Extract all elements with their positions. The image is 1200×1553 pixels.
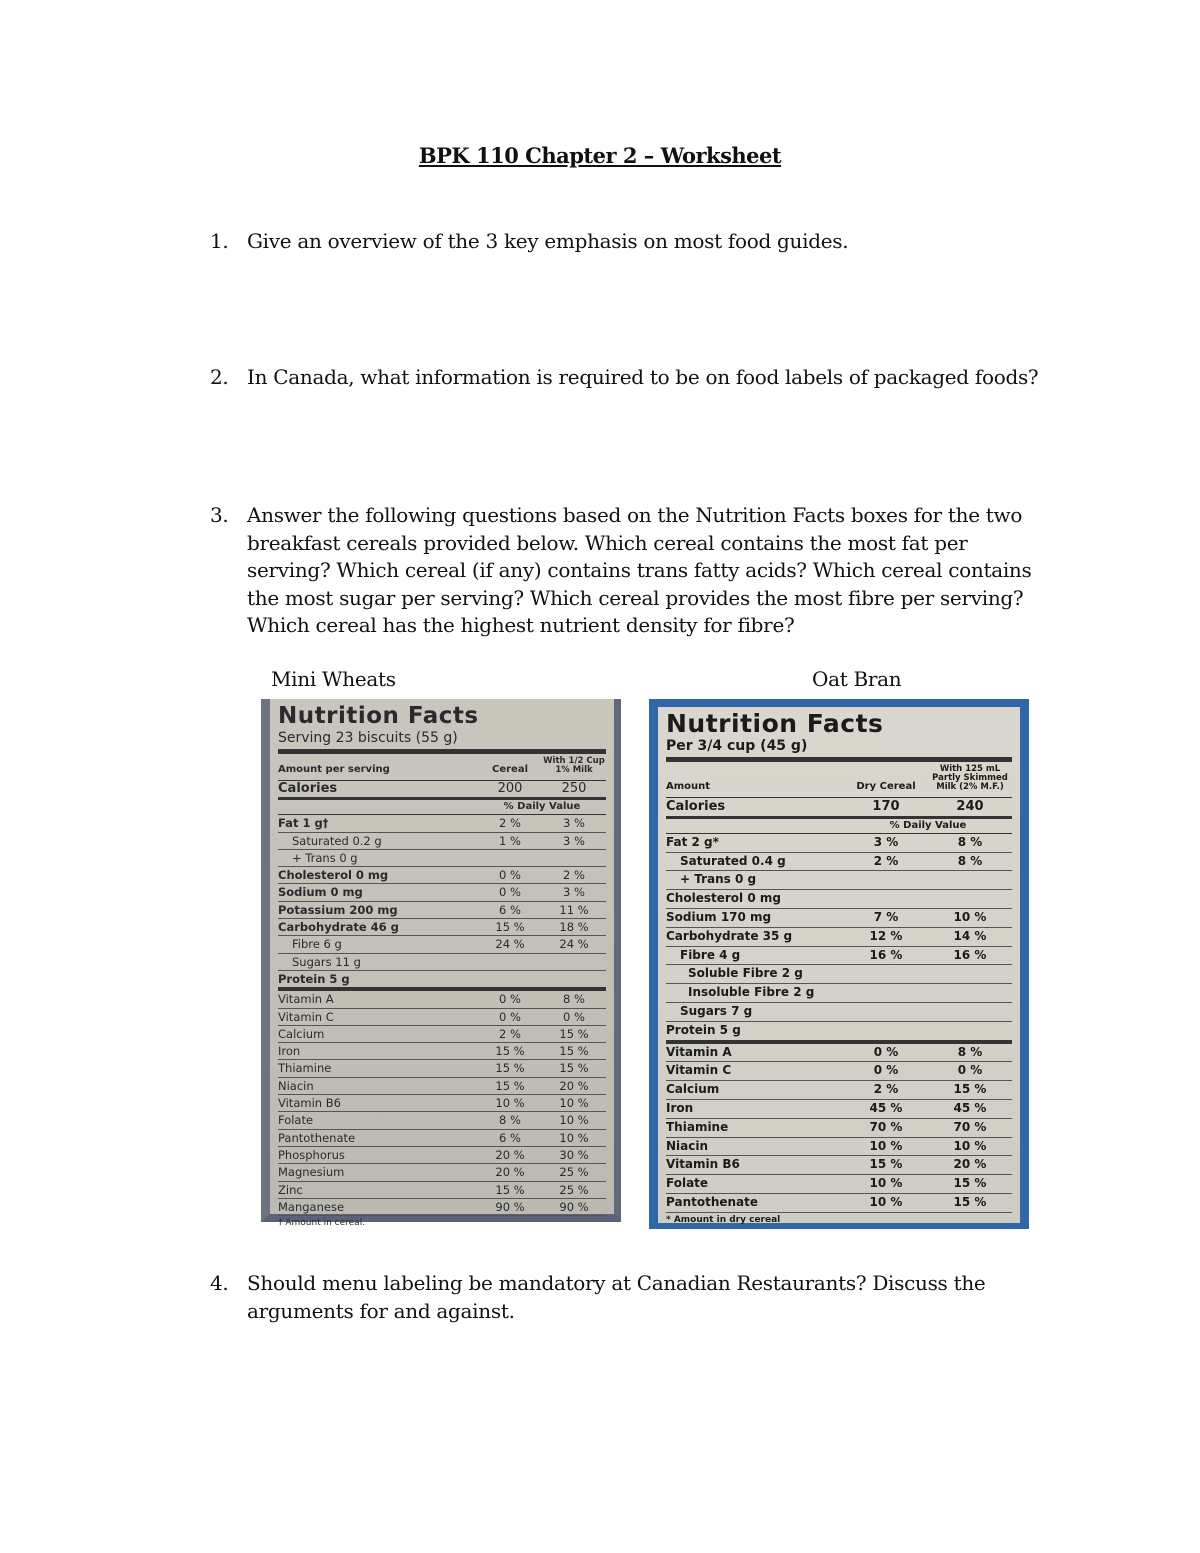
nutrient-row (278, 1112, 606, 1129)
nutrient-row (666, 965, 1012, 984)
question-3 (210, 502, 1040, 640)
question-text: Answer the following questions based on the Nutrition Facts boxes for the two breakfast cereals provided below. Which cereal contains the most fat per serving? Which cereal (if any) contains trans fatty acids? Which cereal contains the most sugar per serving? Which cereal provides the most fibre per serving? Which cereal has the highest nutrient density for fibre? (247, 503, 1032, 637)
nutrient-label: Sodium 0 mg (278, 885, 363, 900)
nutrient-value-col1: 10 % (495, 1096, 525, 1111)
nutrient-row (666, 1081, 1012, 1100)
nutrition-facts-heading: Nutrition Facts (666, 709, 884, 738)
nutrient-label: Pantothenate (278, 1130, 356, 1145)
nutrient-label: Folate (278, 1113, 314, 1128)
nutrient-value-col2 (542, 971, 606, 987)
nutrient-label: Vitamin A (278, 992, 334, 1007)
nutrient-value-col2: 10 % (559, 1130, 589, 1145)
nutrient-row (278, 1199, 606, 1216)
nutrient-value-col2: 3 % (563, 816, 585, 831)
nutrient-value-col2: 3 % (563, 833, 585, 848)
nutrient-label: Niacin (666, 1138, 709, 1153)
page-title: BPK 110 Chapter 2 – Worksheet (418, 143, 782, 168)
nutrient-row (278, 815, 606, 832)
nutrient-value-col1: 0 % (873, 1044, 899, 1059)
nutrient-rows (278, 815, 606, 1216)
nutrient-row (666, 1138, 1012, 1157)
nutrient-rows (666, 834, 1012, 1213)
nutrient-value-col1: 20 % (495, 1147, 525, 1162)
nutrient-row (278, 850, 606, 867)
nutrient-row (278, 1009, 606, 1026)
nutrient-value-col2: 8 % (957, 1044, 983, 1059)
nutrient-value-col2: 18 % (559, 920, 589, 935)
nutrient-value-col2: 25 % (559, 1182, 589, 1197)
nutrient-label: Calcium (278, 1026, 325, 1041)
nutrient-value-col2: 15 % (953, 1082, 987, 1097)
nutrient-value-col1: 2 % (873, 853, 899, 868)
nutrient-value-col1: 2 % (873, 1082, 899, 1097)
nutrient-value-col2: 0 % (563, 1009, 585, 1024)
nutrient-row (278, 902, 606, 919)
nutrient-label: Cholesterol 0 mg (666, 891, 781, 906)
nutrient-value-col2: 11 % (559, 902, 589, 917)
nutrient-value-col1: 45 % (869, 1100, 903, 1115)
nutrient-row (666, 853, 1012, 872)
nutrient-value-col1: 15 % (869, 1157, 903, 1172)
nutrient-label: Zinc (278, 1182, 303, 1197)
amount-header: Amount per serving (278, 764, 390, 775)
serving-size: Serving 23 biscuits (55 g) (278, 729, 606, 754)
question-text: Give an overview of the 3 key emphasis on most food guides. (247, 229, 849, 253)
nutrient-label: Saturated 0.2 g (292, 833, 382, 848)
nutrient-label: Niacin (278, 1078, 314, 1093)
nutrient-value-col2: 90 % (559, 1199, 589, 1214)
calories-row: Calories 170 240 (666, 798, 1012, 819)
nutrient-label: Saturated 0.4 g (680, 853, 786, 868)
nutrient-row (666, 1119, 1012, 1138)
question-number: 1. (210, 229, 229, 253)
nutrient-row (278, 867, 606, 884)
nutrient-value-col2 (928, 984, 1012, 1002)
nutrient-value-col2: 14 % (953, 928, 987, 943)
nutrient-row (666, 947, 1012, 966)
footnote: † Amount in cereal. (278, 1218, 366, 1229)
nutrient-value-col2: 70 % (953, 1119, 987, 1134)
nutrient-value-col2: 10 % (559, 1096, 589, 1111)
nutrient-label: Carbohydrate 35 g (666, 928, 793, 943)
nutrient-label: + Trans 0 g (680, 872, 757, 887)
serving-size: Per 3/4 cup (45 g) (666, 737, 1012, 762)
nutrient-value-col1: 24 % (495, 937, 525, 952)
nutrient-value-col1: 1 % (499, 833, 521, 848)
nutrient-value-col1: 16 % (869, 947, 903, 962)
nutrient-row (278, 954, 606, 971)
nutrient-value-col1: 10 % (869, 1176, 903, 1191)
nutrient-value-col1 (844, 890, 928, 908)
nutrient-value-col2: 30 % (559, 1147, 589, 1162)
nutrient-value-col1 (478, 971, 542, 987)
nutrient-row (278, 1130, 606, 1147)
nutrient-value-col1: 2 % (499, 816, 521, 831)
nutrient-row (666, 1044, 1012, 1063)
nutrition-label-oat-bran (649, 699, 1029, 1229)
nutrient-label: Vitamin C (666, 1063, 732, 1078)
question-number: 3. (210, 503, 229, 527)
nutrient-value-col1: 70 % (869, 1119, 903, 1134)
nutrient-value-col1: 20 % (495, 1165, 525, 1180)
nutrient-value-col1: 3 % (873, 834, 899, 849)
nutrient-value-col2: 20 % (953, 1157, 987, 1172)
nutrient-row (278, 1095, 606, 1112)
nutrient-value-col2 (542, 954, 606, 970)
nutrient-label: Manganese (278, 1199, 345, 1214)
nutrient-label: Magnesium (278, 1165, 345, 1180)
nutrient-label: Sodium 170 mg (666, 909, 772, 924)
nutrient-row (278, 971, 606, 991)
nutrient-value-col1: 7 % (873, 909, 899, 924)
nutrient-row (278, 1147, 606, 1164)
nutrient-label: Vitamin C (278, 1009, 334, 1024)
nutrient-label: Fibre 6 g (292, 937, 342, 952)
nutrient-row (666, 1175, 1012, 1194)
nutrient-value-col1: 8 % (499, 1113, 521, 1128)
nutrient-label: + Trans 0 g (292, 850, 358, 865)
nutrient-value-col2 (928, 965, 1012, 983)
nutrient-value-col1: 6 % (499, 902, 521, 917)
caption-mini-wheats: Mini Wheats (271, 667, 396, 691)
nutrient-label: Pantothenate (666, 1194, 759, 1209)
question-text: Should menu labeling be mandatory at Canadian Restaurants? Discuss the arguments for and against. (247, 1271, 986, 1323)
nutrient-value-col1 (844, 984, 928, 1002)
nutrient-row (278, 833, 606, 850)
nutrient-row (278, 991, 606, 1008)
nutrient-value-col1: 10 % (869, 1138, 903, 1153)
milk-header: With 1/2 Cup 1% Milk (543, 756, 605, 775)
column-header (666, 762, 1012, 798)
milk-header: With 125 mL Partly Skimmed Milk (2% M.F.) (932, 764, 1008, 792)
nutrient-label: Vitamin B6 (278, 1096, 341, 1111)
question-2 (210, 364, 1040, 392)
nutrient-value-col2: 3 % (563, 885, 585, 900)
nutrient-label: Insoluble Fibre 2 g (688, 985, 815, 1000)
nutrient-value-col1 (844, 965, 928, 983)
nutrient-value-col2 (928, 1003, 1012, 1021)
nutrient-row (278, 1060, 606, 1077)
nutrient-row (666, 871, 1012, 890)
nutrient-value-col2: 10 % (953, 1138, 987, 1153)
nutrient-label: Cholesterol 0 mg (278, 868, 389, 883)
footnote: * Amount in dry cereal (666, 1214, 781, 1225)
nutrient-row (278, 1182, 606, 1199)
nutrient-row (278, 1043, 606, 1060)
nutrient-label: Vitamin A (666, 1044, 732, 1059)
nutrient-label: Protein 5 g (278, 971, 350, 986)
nutrient-value-col2 (542, 850, 606, 866)
column-header (278, 754, 606, 781)
caption-oat-bran: Oat Bran (812, 667, 902, 691)
nutrient-value-col1: 6 % (499, 1130, 521, 1145)
nutrient-label: Sugars 7 g (680, 1003, 753, 1018)
nutrient-row (666, 890, 1012, 909)
nutrient-value-col2 (928, 871, 1012, 889)
nutrient-value-col1: 90 % (495, 1199, 525, 1214)
nutrient-value-col2: 15 % (559, 1044, 589, 1059)
nutrient-label: Phosphorus (278, 1147, 345, 1162)
nutrient-row (666, 928, 1012, 947)
nutrient-value-col1 (844, 1003, 928, 1021)
nutrition-facts-heading: Nutrition Facts (278, 703, 479, 729)
nutrient-value-col1 (478, 954, 542, 970)
nutrient-label: Iron (666, 1100, 694, 1115)
calories-row: Calories 200 250 (278, 781, 606, 800)
nutrient-value-col2: 8 % (957, 853, 983, 868)
nutrient-value-col1: 12 % (869, 928, 903, 943)
nutrient-row (278, 1026, 606, 1043)
nutrient-row (278, 884, 606, 901)
nutrient-value-col2: 15 % (953, 1176, 987, 1191)
nutrient-value-col2: 8 % (957, 834, 983, 849)
nutrient-row (666, 1156, 1012, 1175)
nutrient-value-col2 (928, 890, 1012, 908)
nutrient-value-col1 (844, 1022, 928, 1040)
nutrient-value-col1: 0 % (499, 885, 521, 900)
nutrient-value-col2: 15 % (953, 1194, 987, 1209)
nutrient-label: Calcium (666, 1082, 720, 1097)
cereal-header: Cereal (491, 764, 528, 775)
nutrient-value-col2: 0 % (957, 1063, 983, 1078)
nutrient-value-col1: 0 % (499, 992, 521, 1007)
nutrient-row (666, 1100, 1012, 1119)
nutrient-row (666, 984, 1012, 1003)
nutrient-row (666, 1062, 1012, 1081)
nutrient-row (666, 909, 1012, 928)
nutrient-label: Protein 5 g (666, 1022, 741, 1037)
nutrient-value-col1 (844, 871, 928, 889)
nutrient-row (278, 919, 606, 936)
nutrient-value-col1: 0 % (499, 1009, 521, 1024)
question-4 (210, 1270, 1040, 1325)
nutrient-row (278, 1078, 606, 1095)
nutrient-row (666, 1003, 1012, 1022)
nutrient-value-col1 (478, 850, 542, 866)
nutrient-value-col1: 10 % (869, 1194, 903, 1209)
nutrient-label: Soluble Fibre 2 g (688, 966, 803, 981)
nutrient-value-col2: 25 % (559, 1165, 589, 1180)
nutrient-value-col1: 15 % (495, 1044, 525, 1059)
nutrient-row (666, 834, 1012, 853)
question-text: In Canada, what information is required to be on food labels of packaged foods? (247, 365, 1039, 389)
nutrient-row (278, 1164, 606, 1181)
nutrient-value-col2 (928, 1022, 1012, 1040)
nutrient-label: Vitamin B6 (666, 1157, 740, 1172)
nutrient-row (666, 1022, 1012, 1044)
nutrient-value-col1: 2 % (499, 1026, 521, 1041)
nutrient-label: Fibre 4 g (680, 947, 741, 962)
nutrient-value-col2: 8 % (563, 992, 585, 1007)
nutrient-value-col2: 24 % (559, 937, 589, 952)
nutrient-value-col2: 15 % (559, 1026, 589, 1041)
nutrient-value-col1: 0 % (499, 868, 521, 883)
nutrient-label: Iron (278, 1044, 301, 1059)
nutrient-value-col1: 15 % (495, 1078, 525, 1093)
nutrient-label: Thiamine (278, 1061, 332, 1076)
nutrient-label: Folate (666, 1176, 709, 1191)
nutrient-label: Thiamine (666, 1119, 729, 1134)
daily-value-header: % Daily Value (666, 819, 1012, 834)
nutrient-value-col2: 20 % (559, 1078, 589, 1093)
nutrient-row (278, 936, 606, 953)
nutrition-label-mini-wheats (261, 699, 621, 1229)
nutrient-value-col2: 10 % (953, 909, 987, 924)
nutrient-value-col2: 45 % (953, 1100, 987, 1115)
nutrient-label: Carbohydrate 46 g (278, 920, 399, 935)
nutrient-label: Fat 1 g† (278, 816, 329, 831)
nutrient-value-col1: 15 % (495, 920, 525, 935)
nutrient-value-col1: 0 % (873, 1063, 899, 1078)
nutrient-row (666, 1194, 1012, 1213)
nutrient-label: Sugars 11 g (292, 954, 361, 969)
nutrient-value-col2: 16 % (953, 947, 987, 962)
question-1 (210, 228, 1040, 256)
question-number: 2. (210, 365, 229, 389)
amount-header: Amount (666, 781, 711, 792)
nutrient-value-col1: 15 % (495, 1061, 525, 1076)
nutrient-value-col2: 2 % (563, 868, 585, 883)
daily-value-header: % Daily Value (278, 800, 606, 815)
nutrient-value-col2: 15 % (559, 1061, 589, 1076)
nutrient-value-col1: 15 % (495, 1182, 525, 1197)
nutrient-label: Fat 2 g* (666, 834, 719, 849)
dry-cereal-header: Dry Cereal (856, 781, 916, 792)
question-number: 4. (210, 1271, 229, 1295)
nutrient-label: Potassium 200 mg (278, 902, 398, 917)
nutrient-value-col2: 10 % (559, 1113, 589, 1128)
